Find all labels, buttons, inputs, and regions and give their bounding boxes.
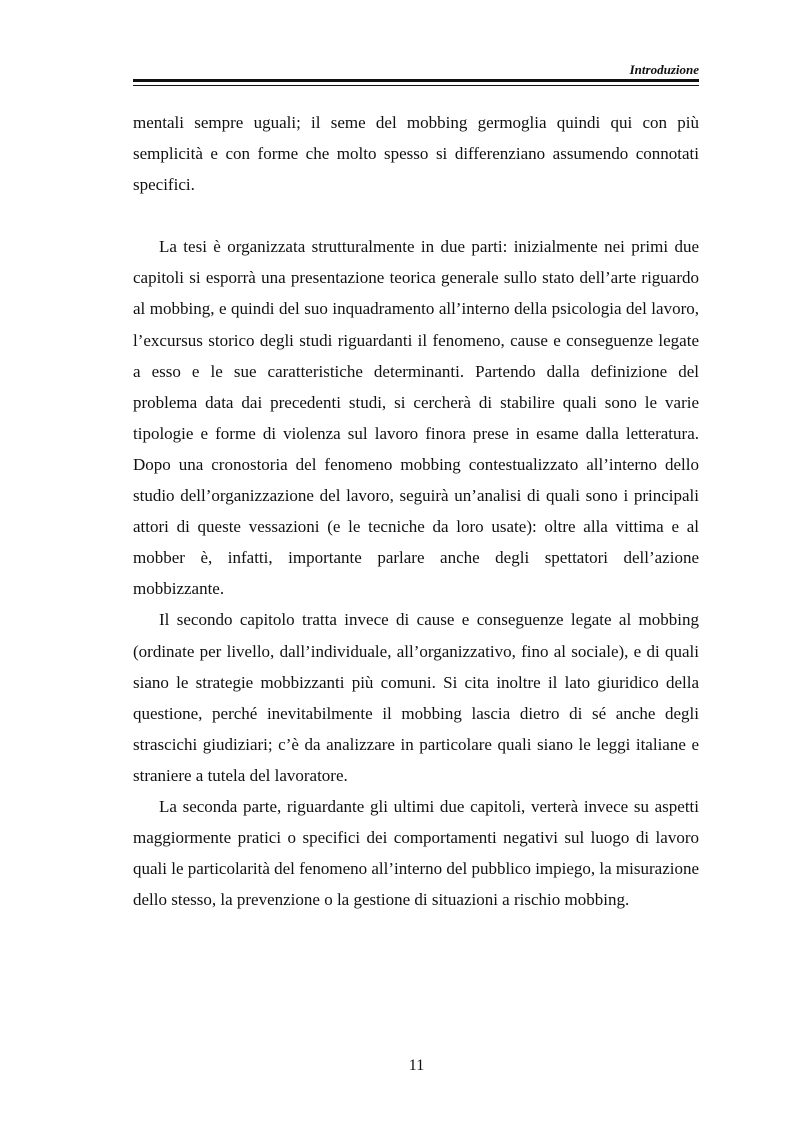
- paragraph-second-part: La seconda parte, riguardante gli ultimi due capitoli, verterà invece su aspetti maggiormente pratici o specifici dei comportamenti negativi sul luogo di lavoro quali le particolarità del fenomeno all’interno del pubblico impiego, la misurazione dello stesso, la prevenzione o la gestione di situazioni a rischio mobbing.: [133, 796, 700, 910]
- paragraph-thesis-structure: La tesi è organizzata strutturalmente in due parti: inizialmente nei primi due capitoli si esporrà una presentazione teorica generale sullo stato dell’arte riguardo al mobbing, e quindi del suo inquadramento all’interno della psicologia del lavoro, l’excursus storico degli studi riguardanti il fenomeno, cause e conseguenze legate a esso e le sue caratteristiche determinanti. Partendo dalla definizione del problema data dai precedenti studi, si cercherà di stabilire quali sono le varie tipologie e forme di violenza sul lavoro finora prese in esame dalla letteratura. Dopo una cronostoria del fenomeno mobbing contestualizzato all’interno dello studio dell’organizzazione del lavoro, seguirà un’analisi di quali sono i principali attori di queste vessazioni (e le tecniche da loro usate): oltre alla vittima e al mobber è, infatti, importante parlare anche degli spettatori dell’azione mobbizzante.: [133, 237, 699, 599]
- running-header: [133, 60, 699, 90]
- header-title: Introduzione: [629, 62, 699, 77]
- header-rule-thick: [133, 79, 699, 82]
- page-number: 11: [408, 1057, 425, 1074]
- paragraph-continuation: mentali sempre uguali; il seme del mobbing germoglia quindi qui con più semplicità e con forme che molto spesso si differenziano assumendo connotati specifici.: [133, 113, 699, 195]
- body-text: [133, 107, 699, 915]
- paragraph-second-chapter: Il secondo capitolo tratta invece di cause e conseguenze legate al mobbing (ordinate per livello, dall’individuale, all’organizzativo, fino al sociale), e di quali siano le strategie mobbizzanti più comuni. Si cita inoltre il lato giuridico della questione, perché inevitabilmente il mobbing lascia dietro di sé anche degli strascichi giudiziari; c’è da analizzare in particolare quali siano le leggi italiane e straniere a tutela del lavoratore.: [133, 610, 699, 785]
- header-rule-thin: [133, 85, 699, 86]
